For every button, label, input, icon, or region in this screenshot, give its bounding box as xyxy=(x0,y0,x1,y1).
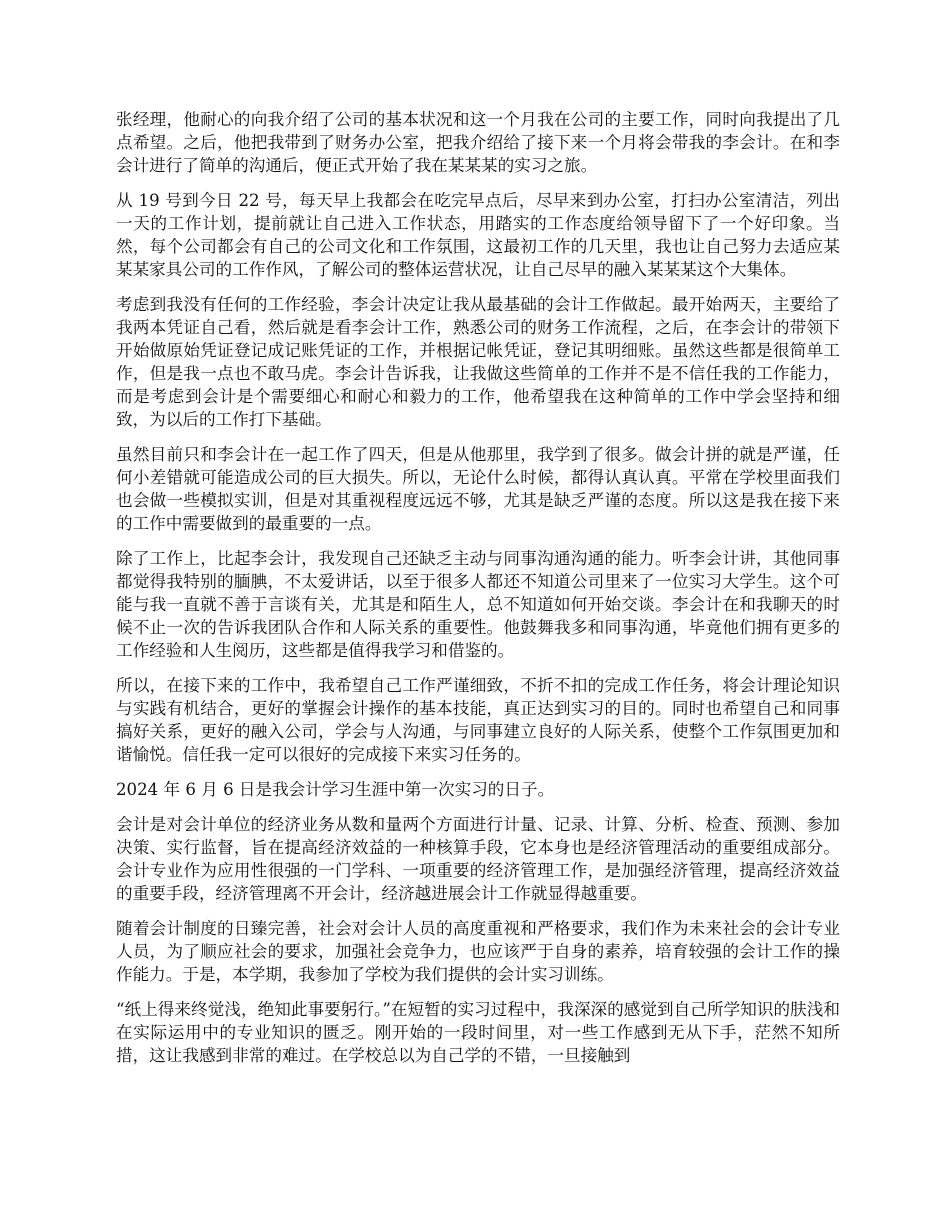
paragraph-4: 虽然目前只和李会计在一起工作了四天，但是从他那里，我学到了很多。做会计拼的就是严谨，任何小差错就可能造成公司的巨大损失。所以，无论什么时候，都得认真认真。平常在学校里面我们也会做一些模拟实训，但是对其重视程度远远不够，尤其是缺乏严谨的态度。所以这是我在接下来的工作中需要做到的最重要的一点。 xyxy=(116,445,840,533)
paragraph-6: 所以，在接下来的工作中，我希望自己工作严谨细致，不折不扣的完成工作任务，将会计理论知识与实践有机结合，更好的掌握会计操作的基本技能，真正达到实习的目的。同时也希望自己和同事搞好关系，更好的融入公司，学会与人沟通，与同事建立良好的人际关系，使整个工作氛围更加和谐愉悦。信任我一定可以很好的完成接下来实习任务的。 xyxy=(116,676,840,764)
paragraph-10: “纸上得来终觉浅，绝知此事要躬行。”在短暂的实习过程中，我深深的感觉到自己所学知识的肤浅和在实际运用中的专业知识的匮乏。刚开始的一段时间里，对一些工作感到无从下手，茫然不知所措，这让我感到非常的难过。在学校总以为自己学的不错，一旦接触到 xyxy=(116,1000,840,1065)
paragraph-7: 2024 年 6 月 6 日是我会计学习生涯中第一次实习的日子。 xyxy=(116,780,555,799)
document-body xyxy=(116,108,840,1079)
paragraph-3: 考虑到我没有任何的工作经验，李会计决定让我从最基础的会计工作做起。最开始两天，主要给了我两本凭证自己看，然后就是看李会计工作，熟悉公司的财务工作流程，之后，在李会计的带领下开始做原始凭证登记成记账凭证的工作，并根据记帐凭证，登记其明细账。虽然这些都是很简单工作，但是我一点也不敢马虎。李会计告诉我，让我做这些简单的工作并不是不信任我的工作能力，而是考虑到会计是个需要细心和耐心和毅力的工作，他希望我在这种简单的工作中学会坚持和细致，为以后的工作打下基础。 xyxy=(116,295,840,429)
paragraph-8: 会计是对会计单位的经济业务从数和量两个方面进行计量、记录、计算、分析、检查、预测、参加决策、实行监督，旨在提高经济效益的一种核算手段，它本身也是经济管理活动的重要组成部分。会计专业作为应用性很强的一门学科、一项重要的经济管理工作，是加强经济管理，提高经济效益的重要手段，经济管理离不开会计，经济越进展会计工作就显得越重要。 xyxy=(116,815,840,903)
paragraph-9: 随着会计制度的日臻完善，社会对会计人员的高度重视和严格要求，我们作为未来社会的会计专业人员，为了顺应社会的要求，加强社会竞争力，也应该严于自身的素养，培育较强的会计工作的操作能力。于是，本学期，我参加了学校为我们提供的会计实习训练。 xyxy=(116,919,840,984)
paragraph-2: 从 19 号到今日 22 号，每天早上我都会在吃完早点后，尽早来到办公室，打扫办公室清洁，列出一天的工作计划，提前就让自己进入工作状态，用踏实的工作态度给领导留下了一个好印象。当然，每个公司都会有自己的公司文化和工作氛围，这最初工作的几天里，我也让自己努力去适应某某某家具公司的工作作风，了解公司的整体运营状况，让自己尽早的融入某某某这个大集体。 xyxy=(116,191,840,279)
paragraph-5: 除了工作上，比起李会计，我发现自己还缺乏主动与同事沟通沟通的能力。听李会计讲，其他同事都觉得我特别的腼腆，不太爱讲话，以至于很多人都还不知道公司里来了一位实习大学生。这个可能与我一直就不善于言谈有关，尤其是和陌生人，总不知道如何开始交谈。李会计在和我聊天的时候不止一次的告诉我团队合作和人际关系的重要性。他鼓舞我多和同事沟通，毕竟他们拥有更多的工作经验和人生阅历，这些都是值得我学习和借鉴的。 xyxy=(116,549,840,660)
paragraph-1: 张经理，他耐心的向我介绍了公司的基本状况和这一个月我在公司的主要工作，同时向我提出了几点希望。之后，他把我带到了财务办公室，把我介绍给了接下来一个月将会带我的李会计。在和李会计进行了简单的沟通后，便正式开始了我在某某某的实习之旅。 xyxy=(116,110,840,175)
